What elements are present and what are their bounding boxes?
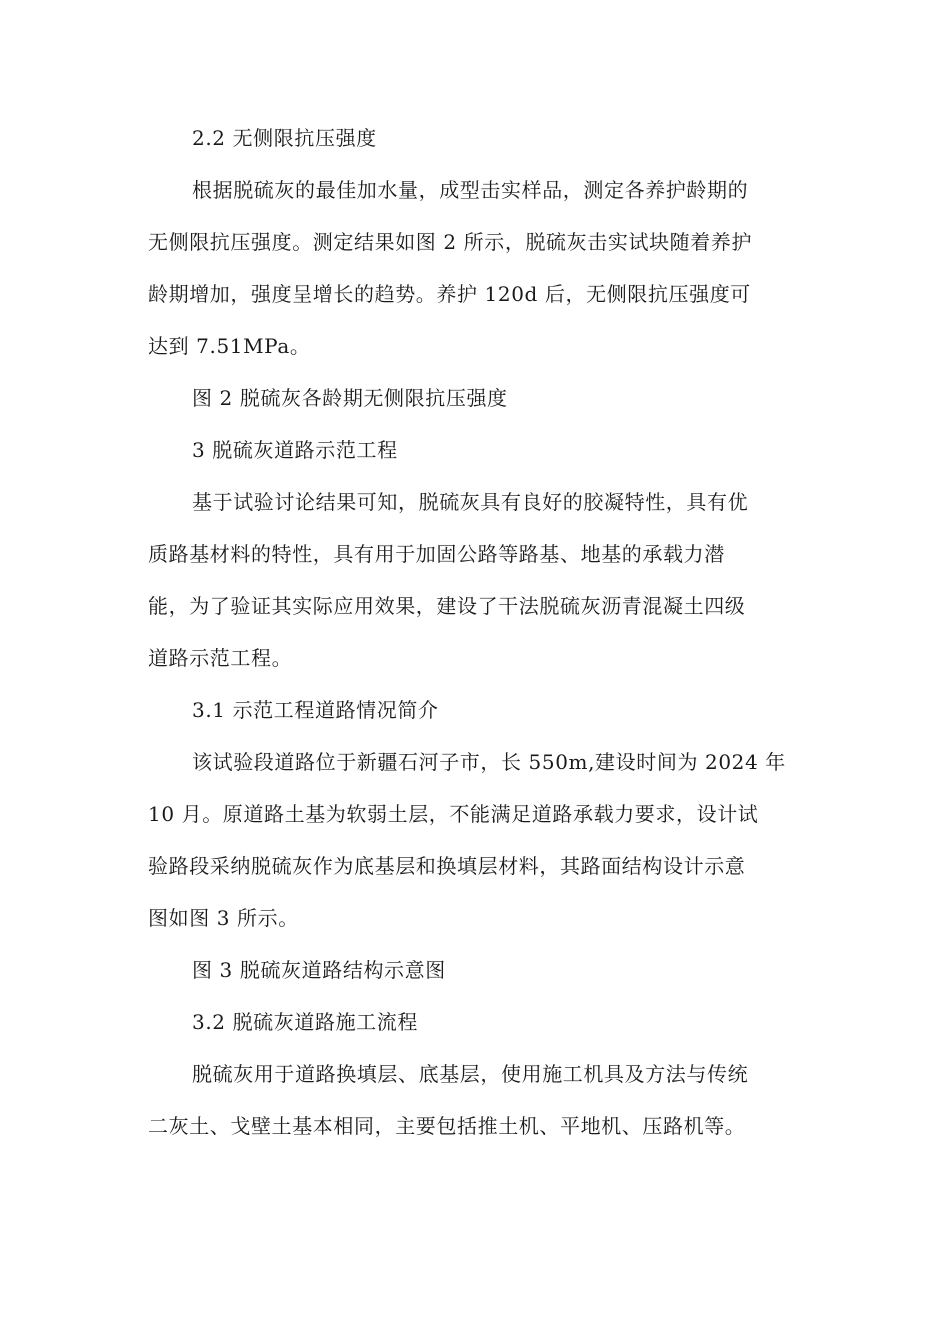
paragraph-line: 道路示范工程。 [148, 646, 293, 670]
figure-3-caption: 图 3 脱硫灰道路结构示意图 [192, 958, 446, 982]
paragraph-compressive-strength [148, 164, 803, 372]
paragraph-line: 能，为了验证其实际应用效果，建设了干法脱硫灰沥青混凝土四级 [148, 594, 746, 618]
section-heading-3-1: 3.1 示范工程道路情况简介 [192, 698, 439, 722]
paragraph-line: 无侧限抗压强度。测定结果如图 2 所示，脱硫灰击实试块随着养护 [148, 230, 753, 254]
section-heading-2-2: 2.2 无侧限抗压强度 [192, 126, 377, 150]
paragraph-demonstration-project [148, 476, 803, 684]
section-heading-3: 3 脱硫灰道路示范工程 [192, 438, 398, 462]
section-heading-3-2: 3.2 脱硫灰道路施工流程 [192, 1010, 418, 1034]
paragraph-line: 二灰土、戈壁土基本相同，主要包括推土机、平地机、压路机等。 [148, 1114, 746, 1138]
paragraph-line: 脱硫灰用于道路换填层、底基层，使用施工机具及方法与传统 [192, 1062, 749, 1086]
paragraph-road-overview [148, 736, 803, 944]
paragraph-line: 达到 7.51MPa。 [148, 334, 311, 358]
paragraph-line: 10 月。原道路土基为软弱土层，不能满足道路承载力要求，设计试 [148, 802, 759, 826]
paragraph-line: 质路基材料的特性，具有用于加固公路等路基、地基的承载力潜 [148, 542, 725, 566]
paragraph-line: 该试验段道路位于新疆石河子市，长 550m,建设时间为 2024 年 [192, 750, 786, 774]
paragraph-construction-process [148, 1048, 803, 1152]
paragraph-line: 图如图 3 所示。 [148, 906, 299, 930]
paragraph-line: 基于试验讨论结果可知，脱硫灰具有良好的胶凝特性，具有优 [192, 490, 749, 514]
paragraph-line: 龄期增加，强度呈增长的趋势。养护 120d 后，无侧限抗压强度可 [148, 282, 751, 306]
paragraph-line: 验路段采纳脱硫灰作为底基层和换填层材料，其路面结构设计示意 [148, 854, 746, 878]
paragraph-line: 根据脱硫灰的最佳加水量，成型击实样品，测定各养护龄期的 [192, 178, 749, 202]
document-body [148, 112, 803, 1152]
figure-2-caption: 图 2 脱硫灰各龄期无侧限抗压强度 [192, 386, 508, 410]
